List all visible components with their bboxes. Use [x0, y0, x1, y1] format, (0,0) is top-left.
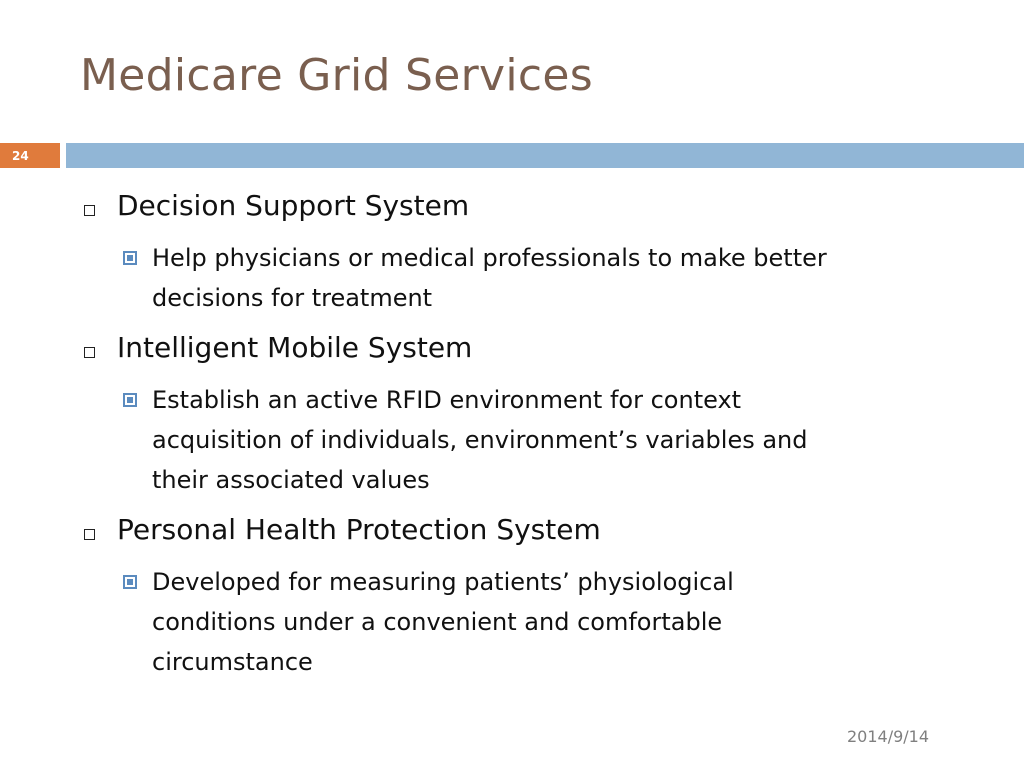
sub-bullet-line: Establish an active RFID environment for context	[152, 386, 742, 414]
filled-square-bullet-icon	[123, 393, 137, 407]
slide-number: 24	[12, 149, 29, 163]
slide-date: 2014/9/14	[847, 727, 930, 746]
sub-bullet-line: their associated values	[152, 466, 430, 494]
square-bullet-icon	[84, 347, 95, 358]
sub-bullet-line: circumstance	[152, 648, 313, 676]
slide-number-badge	[0, 143, 60, 168]
filled-square-bullet-icon	[123, 575, 137, 589]
square-bullet-icon	[84, 205, 95, 216]
bullet-item-personal-health: Personal Health Protection System	[117, 513, 601, 546]
bullet-item-decision-support: Decision Support System	[117, 189, 470, 222]
sub-bullet-line: Help physicians or medical professionals to make better	[152, 244, 827, 272]
header-divider-bar	[66, 143, 1024, 168]
sub-bullet-line: acquisition of individuals, environment’s variables and	[152, 426, 808, 454]
sub-bullet-line: Developed for measuring patients’ physiological	[152, 568, 734, 596]
sub-bullet-line: conditions under a convenient and comfortable	[152, 608, 723, 636]
slide-title: Medicare Grid Services	[80, 50, 593, 101]
square-bullet-icon	[84, 529, 95, 540]
bullet-item-intelligent-mobile: Intelligent Mobile System	[117, 331, 473, 364]
filled-square-bullet-icon	[123, 251, 137, 265]
sub-bullet-line: decisions for treatment	[152, 284, 433, 312]
